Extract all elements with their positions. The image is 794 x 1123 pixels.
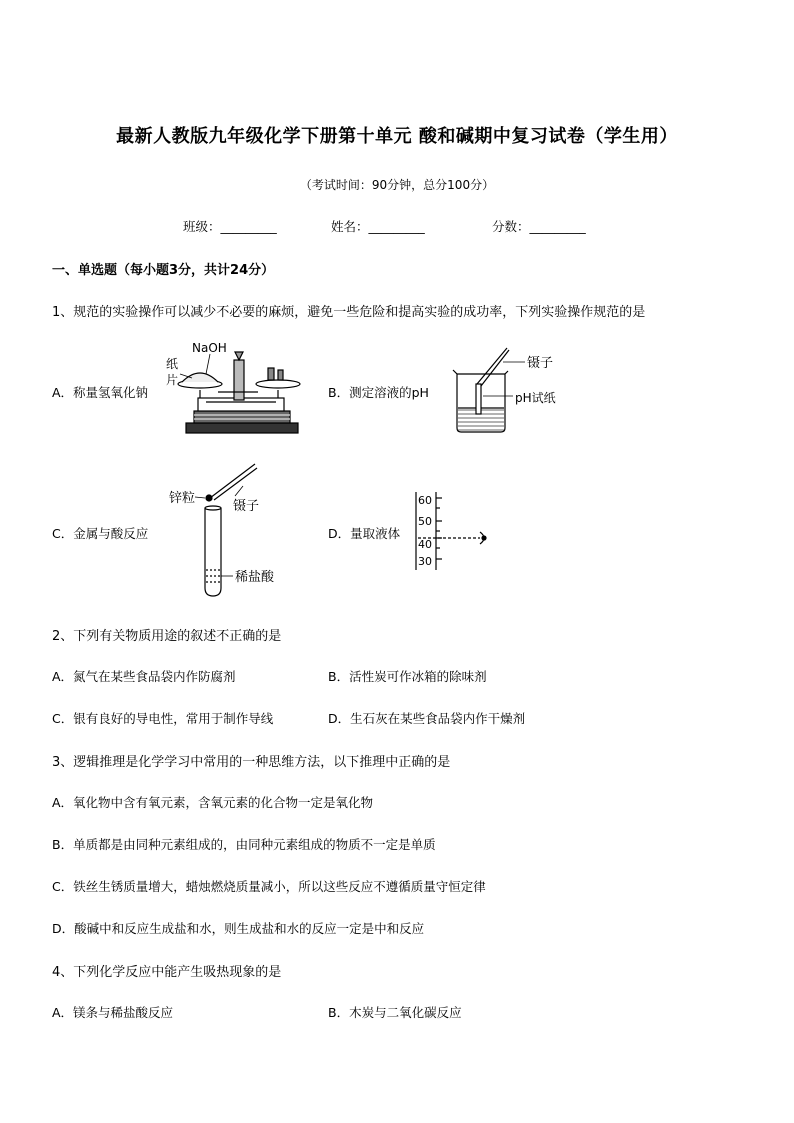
naoh-pointer [206, 354, 210, 374]
q3-option-d: D．酸碱中和反应生成盐和水，则生成盐和水的反应一定是中和反应 [52, 921, 425, 936]
ph-test-figure [445, 340, 575, 440]
name-field: 姓名：_________ [331, 219, 425, 234]
acid-label: 稀盐酸 [235, 570, 275, 585]
question-1-stem: 1、规范的实验操作可以减少不必要的麻烦，避免一些危险和提高实验的成功率，下列实验操作规范的是 [52, 305, 646, 320]
tweezers-label: 镊子 [527, 356, 554, 371]
q2-option-a: A．氮气在某些食品袋内作防腐剂 [52, 669, 236, 684]
q3-option-c: C．铁丝生锈质量增大，蜡烛燃烧质量减小，所以这些反应不遵循质量守恒定律 [52, 879, 486, 894]
q1-option-a: A．称量氢氧化钠 [52, 385, 149, 400]
q2-option-d: D．生石灰在某些食品袋内作干燥剂 [328, 711, 526, 726]
page-title: 最新人教版九年级化学下册第十单元 酸和碱期中复习试卷（学生用） [116, 126, 678, 147]
zinc-pointer [195, 497, 205, 498]
question-3-stem: 3、逻辑推理是化学学习中常用的一种思维方法，以下推理中正确的是 [52, 755, 451, 770]
q1-option-b: B．测定溶液的pH [328, 385, 429, 400]
question-4-stem: 4、下列化学反应中能产生吸热现象的是 [52, 965, 282, 980]
ph-paper-label: pH试纸 [515, 391, 556, 405]
score-field: 分数：_________ [492, 219, 586, 234]
tick-60: 60 [418, 494, 432, 507]
beaker-illustration [453, 348, 509, 432]
q1-option-d: D．量取液体 [328, 526, 401, 541]
tick-30: 30 [418, 555, 432, 568]
tweezers-label-c: 镊子 [233, 499, 260, 514]
q2-option-c: C．银有良好的导电性，常用于制作导线 [52, 711, 274, 726]
cylinder-figure [410, 488, 510, 574]
balance-illustration [178, 352, 300, 433]
paper-label-1: 纸 [166, 357, 179, 371]
q2-option-b: B．活性炭可作冰箱的除味剂 [328, 669, 487, 684]
q4-option-a: A．镁条与稀盐酸反应 [52, 1005, 174, 1020]
q1-option-c: C．金属与酸反应 [52, 526, 149, 541]
paper-label-2: 片 [166, 373, 179, 387]
metal-acid-figure [165, 458, 315, 603]
class-field: 班级：_________ [183, 219, 277, 234]
tick-50: 50 [418, 515, 432, 528]
question-2-stem: 2、下列有关物质用途的叙述不正确的是 [52, 629, 282, 644]
q3-option-a: A．氧化物中含有氧元素，含氧元素的化合物一定是氧化物 [52, 795, 374, 810]
zinc-label: 锌粒 [169, 491, 196, 506]
tweezers-pointer-c [235, 486, 243, 496]
q4-option-b: B．木炭与二氧化碳反应 [328, 1005, 462, 1020]
q3-option-b: B．单质都是由同种元素组成的，由同种元素组成的物质不一定是单质 [52, 837, 436, 852]
section-heading: 一、单选题（每小题3分，共计24分） [52, 263, 275, 278]
exam-info: （考试时间：90分钟，总分100分） [299, 178, 495, 192]
tick-40: 40 [418, 538, 432, 551]
balance-figure [158, 338, 308, 438]
naoh-label: NaOH [192, 341, 227, 355]
